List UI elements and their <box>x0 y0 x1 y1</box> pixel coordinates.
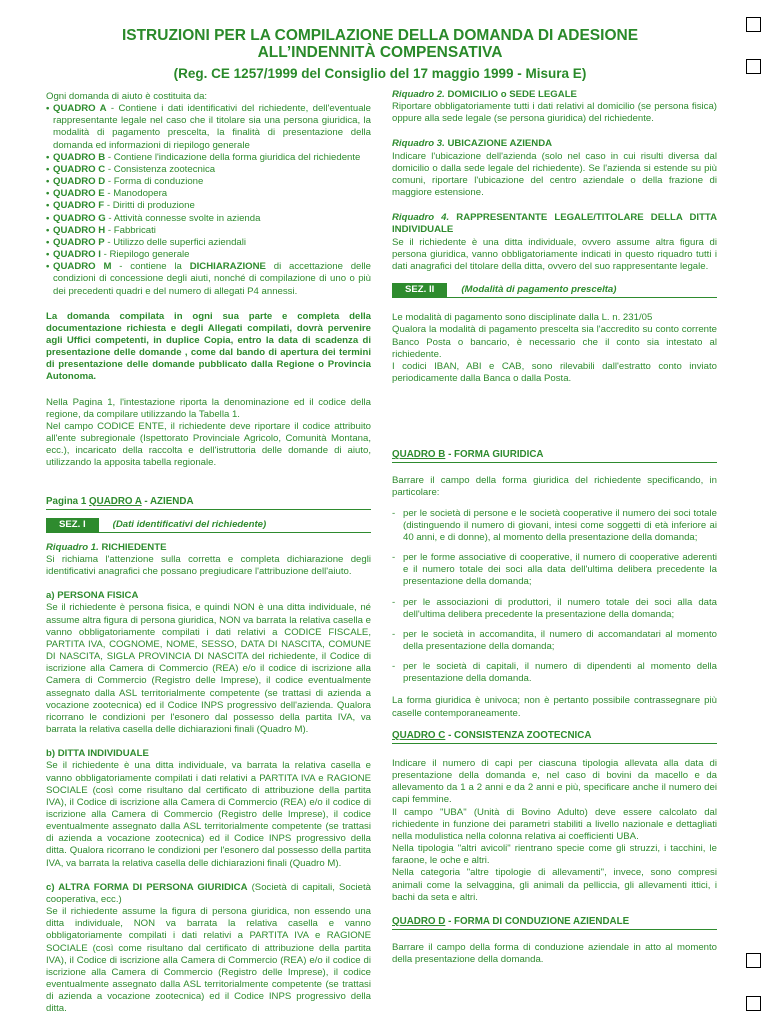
list-item: • QUADRO C - Consistenza zootecnica <box>46 164 371 176</box>
list-item: - per le società di persone e le società cooperative il numero dei soci totale (distinguendo il numero di giovani, intesi come soggetti di età inferiore ai 40 anni, e di donne), al momento della presentazione della domanda; <box>392 508 717 544</box>
riquadro-2-text: Riportare obbligatoriamente tutti i dati relativi al domicilio (se persona fisica) oppure alla sede legale (se persona giuridica) del richiedente. <box>392 101 717 125</box>
sez2-text-2: Qualora la modalità di pagamento prescelta sia l'accredito su conto corrente Banco Posta o bancario, è necessario che il conto sia intestato al richiedente. <box>392 324 717 360</box>
list-item: • QUADRO M - contiene la DICHIARAZIONE di accettazione delle condizioni di concessione degli aiuti, nonché di compilazione di uno o più dei precedenti quadri e del numero di allegati P4 annessi. <box>46 261 371 297</box>
altra-forma-text: Se il richiedente assume la figura di persona giuridica, non essendo una ditta individuale, NON va barrata la relativa casella e vanno obbligatoriamente compilati i dati relativi a PARTITA IVA e RAGIONE SOCIALE (così come risultano dal certificato di attribuzione della partita IVA), il Codice di iscrizione alla Camera di Commercio (REA) e/o il codice di iscrizione alla Camera di Commercio (Registro delle Imprese), il codice eventualmente assegnato dalla ASL territorialmente competente (se trattasi di azienda a vocazione zootecnica) ed il Codice INPS progressivo della ditta. <box>46 906 371 1015</box>
list-item: • QUADRO P - Utilizzo delle superfici aziendali <box>46 237 371 249</box>
list-item: • QUADRO A - Contiene i dati identificativi del richiedente, dell'eventuale rappresentante legale nel caso che il titolare sia una persona giuridica, la modalità di pagamento prescelta, la finalità di presentazione della domanda ed informazioni di riepilogo generale <box>46 103 371 152</box>
riquadro-4-text: Se il richiedente è una ditta individuale, ovvero assume altra figura di persona giuridica, vanno obbligatoriamente indicati in questo riquadro tutti i dati anagrafici del titolare della ditta, ovvero del suo rappresentante legale. <box>392 236 717 272</box>
codice-ente-text: Nel campo CODICE ENTE, il richiedente deve riportare il codice attribuito all'ente subregionale (Ispettorato Provinciale Agricolo, Comunità Montana, ecc.), incaricato della raccolta e dell'istruttoria delle domande di aiuto, utilizzando la apposita tabella regionale. <box>46 420 371 469</box>
checkbox-top-2[interactable] <box>746 59 761 74</box>
sez2-text-1: Le modalità di pagamento sono disciplinate dalla L. n. 231/05 <box>392 312 653 324</box>
list-item: • QUADRO I - Riepilogo generale <box>46 249 371 261</box>
title-line-1: ISTRUZIONI PER LA COMPILAZIONE DELLA DOMANDA DI ADESIONE <box>121 27 639 44</box>
quadro-c-text-3: Nella tipologia "altri avicoli" rientrano specie come gli struzzi, i tacchini, le faraone, le oche e altri. <box>392 843 717 867</box>
ditta-individuale-text: Se il richiedente è una ditta individuale, va barrata la relativa casella e vanno obbligatoriamente compilati i dati relativi a PARTITA IVA e RAGIONE SOCIALE (così come risultano dal certificato di attribuzione della partita IVA), il Codice di iscrizione alla Camera di Commercio (REA) e/o il codice di iscrizione alla Camera di Commercio (Registro delle Imprese), il codice eventualmente assegnato dalla ASL territorialmente competente (se trattasi di azienda a vocazione zootecnica) ed il Codice INPS progressivo della ditta. Qualora ricorrano le condizioni per l'esonero dal possesso della partita IVA, va barrata la relativa casella delle dichiarazioni finali (Quadro M). <box>46 760 371 869</box>
list-item: • QUADRO F - Diritti di produzione <box>46 200 371 212</box>
riquadro-2-title: Riquadro 2. DOMICILIO o SEDE LEGALE <box>392 89 577 100</box>
left-column <box>46 91 371 1015</box>
intro-text: Ogni domanda di aiuto è costituita da: <box>46 91 208 102</box>
riquadro-1-title: Riquadro 1. RICHIEDENTE <box>46 541 167 553</box>
title-line-2: ALL’INDENNITÀ COMPENSATIVA <box>257 44 503 61</box>
sez1-label: SEZ. I <box>46 518 99 532</box>
sez2-header <box>392 283 717 298</box>
document-header <box>40 27 720 83</box>
list-item: - per le forme associative di cooperative, il numero di cooperative aderenti e il numero totale dei soci alla data dell'ultima delibera precedente la presentazione della domanda; <box>392 552 717 588</box>
list-item: • QUADRO D - Forma di conduzione <box>46 176 371 188</box>
checkbox-bottom-1[interactable] <box>746 953 761 968</box>
submission-notice: La domanda compilata in ogni sua parte e completa della documentazione richiesta e degli Allegati compilati, dovrà pervenire agli Uffici competenti, in duplice Copia, entro la data di scadenza di presentazione delle domande , come dal bando di apertura dei termini di presentazione delle domande pubblicato dalla Regione o Provincia Autonoma. <box>46 310 371 383</box>
riquadro-1-text: Si richiama l'attenzione sulla corretta e completa dichiarazione degli identificativi anagrafici che possano pregiudicare l'attribuzione dell'aiuto. <box>46 554 371 578</box>
section-header-quadro-a: Pagina 1 QUADRO A - AZIENDA <box>46 496 371 510</box>
quadro-b-intro: Barrare il campo della forma giuridica del richiedente specificando, in particolare: <box>392 475 717 499</box>
quadri-list <box>46 103 371 298</box>
list-item: • QUADRO E - Manodopera <box>46 188 371 200</box>
sez2-label: SEZ. II <box>392 283 447 297</box>
sez1-header <box>46 518 371 533</box>
quadro-b-outro: La forma giuridica è univoca; non è pertanto possibile contrassegnare più caselle contemporaneamente. <box>392 695 717 719</box>
list-item: • QUADRO G - Attività connesse svolte in azienda <box>46 213 371 225</box>
riquadro-4-title: Riquadro 4. RAPPRESENTANTE LEGALE/TITOLARE DELLA DITTA INDIVIDUALE <box>392 212 718 236</box>
riquadro-3-text: Indicare l'ubicazione dell'azienda (solo nel caso in cui risulti diversa dal domicilio o dalla sede legale del richiedente). Se l'azienda si estende su più comuni, riportare l'ubicazione del centro aziendale o della frazione di maggiore estensione. <box>392 150 717 199</box>
checkbox-bottom-2[interactable] <box>746 996 761 1011</box>
pagina1-text: Nella Pagina 1, l'intestazione riporta la denominazione ed il codice della regione, da compilare utilizzando la Tabella 1. <box>46 396 371 420</box>
quadro-c-text-1: Indicare il numero di capi per ciascuna tipologia allevata alla data di presentazione della domanda e, nel caso di bovini da macello e da allevamento da 1 a 2 anni e da 2 anni e più, specificare anche il numero dei capi femmine. <box>392 757 717 806</box>
ditta-individuale-title: b) DITTA INDIVIDUALE <box>46 748 149 760</box>
sez2-title: (Modalità di pagamento prescelta) <box>461 284 617 296</box>
persona-fisica-text: Se il richiedente è persona fisica, e quindi NON è una ditta individuale, né assume altra figura di persona giuridica, NON va barrata la relativa casella e vanno obbligatoriamente compilati i dati relativi a CODICE FISCALE, PARTITA IVA, COGNOME, NOME, SESSO, DATA DI NASCITA, COMUNE DI NASCITA, SIGLA PROVINCIA DI NASCITA del richiedente, il Codice di iscrizione alla Camera di Commercio (REA) e/o il codice di iscrizione alla Camera di Commercio (Registro delle Imprese), il codice eventualmente assegnato dalla ASL territorialmente competente (se trattasi di azienda a vocazione zootecnica) ed il Codice INPS progressivo dell'azienda. Qualora ricorrano le condizioni per l'esonero dal possesso della partita IVA, va barrata la relativa casella delle dichiarazioni finali (Quadro M). <box>46 602 371 736</box>
quadro-c-text-2: Il campo "UBA" (Unità di Bovino Adulto) deve essere calcolato dal richiedente in funzione dei parametri stabiliti a livello nazionale e dettagliati nella modulistica nella colonna relativa ai coefficienti UBA. <box>392 806 717 842</box>
list-item: - per le società in accomandita, il numero di accomandatari al momento della presentazione della domanda; <box>392 629 717 653</box>
list-item: • QUADRO H - Fabbricati <box>46 225 371 237</box>
checkbox-top-1[interactable] <box>746 17 761 32</box>
quadro-b-list <box>392 508 717 686</box>
sez1-title: (Dati identificativi del richiedente) <box>112 518 267 530</box>
right-column <box>392 89 717 966</box>
altra-forma-title: c) ALTRA FORMA DI PERSONA GIURIDICA (Società di capitali, Società cooperativa, ecc.) <box>46 881 371 905</box>
quadro-c-text-4: Nella categoria "altre tipologie di allevamenti", invece, sono compresi animali come la selvaggina, gli animali da pelliccia, gli allevamenti ittici, i bachi da seta e altri. <box>392 867 717 903</box>
section-header-quadro-d: QUADRO D - FORMA DI CONDUZIONE AZIENDALE <box>392 916 717 930</box>
list-item: • QUADRO B - Contiene l'indicazione della forma giuridica del richiedente <box>46 152 371 164</box>
quadro-d-text: Barrare il campo della forma di conduzione aziendale in atto al momento della presentazione della domanda. <box>392 941 717 966</box>
persona-fisica-title: a) PERSONA FISICA <box>46 590 139 602</box>
list-item: - per le associazioni di produttori, il numero totale dei soci alla data dell'ultima delibera precedente la presentazione della domanda; <box>392 597 717 621</box>
riquadro-3-title: Riquadro 3. UBICAZIONE AZIENDA <box>392 138 553 150</box>
section-header-quadro-b: QUADRO B - FORMA GIURIDICA <box>392 449 717 463</box>
subtitle: (Reg. CE 1257/1999 del Consiglio del 17 maggio 1999 - Misura E) <box>173 66 587 81</box>
list-item: - per le società di capitali, il numero di dipendenti al momento della presentazione della domanda. <box>392 661 717 685</box>
section-header-quadro-c: QUADRO C - CONSISTENZA ZOOTECNICA <box>392 730 717 744</box>
sez2-text-3: I codici IBAN, ABI e CAB, sono rilevabili dall'estratto conto inviato periodicamente dalla Banca o dalla Posta. <box>392 360 717 384</box>
